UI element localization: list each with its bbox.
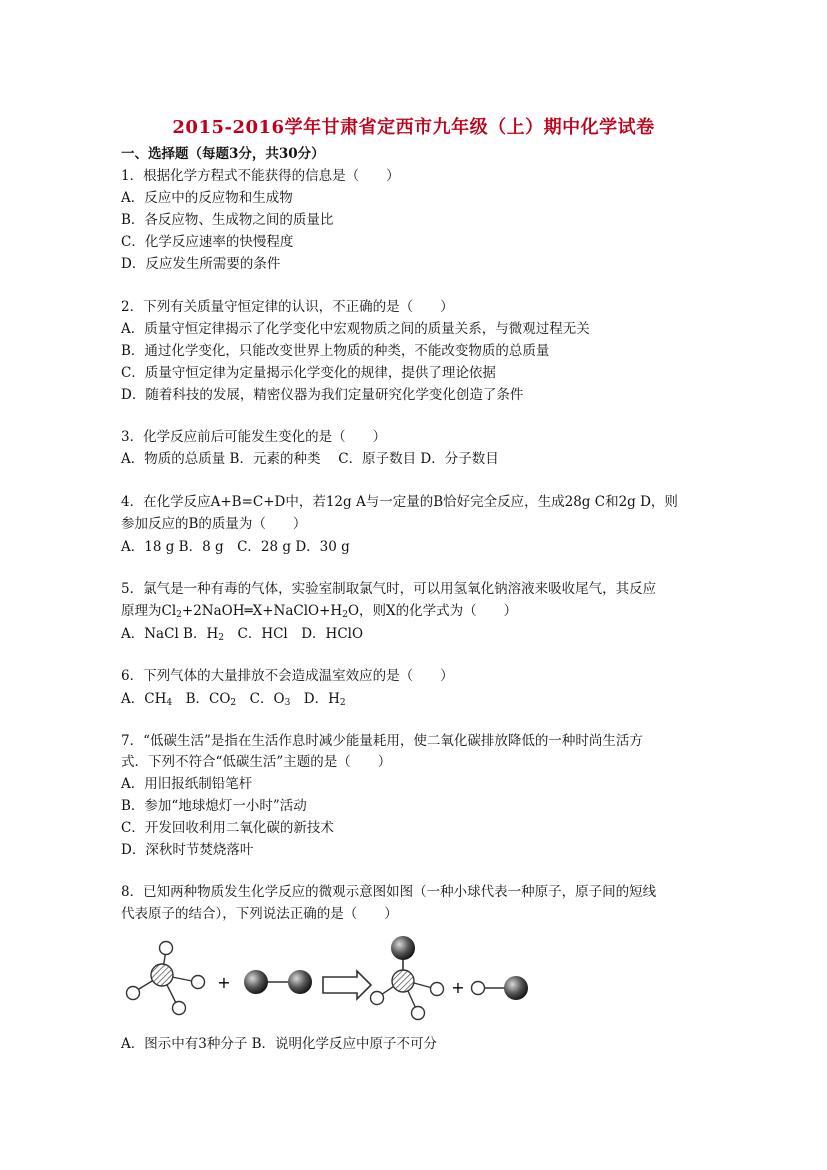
- question-7-stem-line-2: 式．下列不符合“低碳生活”主题的是（ ）: [121, 754, 392, 770]
- q6-subscript: 2: [230, 698, 237, 708]
- question-1-option-d: D．反应发生所需要的条件: [121, 256, 281, 272]
- q5-options-rest: C．HCl D．HClO: [223, 626, 364, 642]
- atom-dark: [391, 936, 415, 960]
- atom-dark: [504, 976, 528, 1000]
- question-4-stem-line-2: 参加反应的B的质量为（ ）: [121, 516, 307, 532]
- atom-hatched: [392, 970, 414, 992]
- atom-small: [431, 983, 444, 996]
- question-1-option-c: C．化学反应速率的快慢程度: [121, 234, 294, 250]
- question-8-stem-line-2: 代表原子的结合），下列说法正确的是（ ）: [121, 906, 398, 922]
- reaction-arrow-icon: [323, 971, 371, 999]
- atom-small: [173, 1002, 186, 1015]
- product-molecule-1: [371, 936, 444, 1020]
- product-molecule-2: [472, 976, 529, 1000]
- question-5-options: [121, 624, 363, 648]
- q5-subscript: 2: [342, 610, 348, 620]
- plus-sign-1: +: [217, 973, 231, 992]
- q6-subscript: 4: [166, 698, 173, 708]
- question-4-options: A．18 g B．8 g C．28 g D．30 g: [121, 539, 350, 555]
- reactant-molecule-2: [244, 970, 312, 994]
- q5-subscript: 2: [176, 610, 182, 620]
- atom-hatched: [151, 964, 173, 986]
- question-7-option-a: A．用旧报纸制铅笔杆: [121, 776, 253, 792]
- q5-text: +2NaOH═X+NaClO+H: [181, 603, 343, 619]
- question-8-options: A．图示中有3种分子 B．说明化学反应中原子不可分: [121, 1036, 438, 1052]
- question-7-option-d: D．深秋时节焚烧落叶: [121, 842, 254, 858]
- question-1-option-b: B．各反应物、生成物之间的质量比: [121, 212, 334, 228]
- question-6-stem: 6．下列气体的大量排放不会造成温室效应的是（ ）: [121, 668, 454, 684]
- section-heading: 一、选择题（每题3分，共30分）: [121, 146, 325, 162]
- q5-option-a: A．NaCl B．H: [121, 626, 219, 642]
- question-7-stem-line-1: 7．“低碳生活”是指在生活作息时减少能量耗用，使二氧化碳排放降低的一种时尚生活方: [121, 733, 643, 749]
- question-4-stem-line-1: 4．在化学反应A+B=C+D中，若12g A与一定量的B恰好完全反应，生成28g C和2g D，则: [121, 494, 678, 510]
- q6-subscript: 2: [339, 698, 346, 708]
- atom-small: [160, 942, 173, 955]
- question-2-option-d: D．随着科技的发展，精密仪器为我们定量研究化学变化创造了条件: [121, 387, 524, 403]
- q6-option-c: C．O: [236, 691, 285, 707]
- question-3-stem: 3．化学反应前后可能发生变化的是（ ）: [121, 429, 387, 445]
- q5-text: O，则X的化学式为（ ）: [347, 603, 518, 619]
- question-6-options: [121, 689, 346, 713]
- plus-sign-2: +: [451, 978, 465, 997]
- question-5-stem-line-2: [121, 601, 517, 625]
- atom-small: [371, 992, 384, 1005]
- atom-small: [472, 982, 485, 995]
- q5-text: 原理为Cl: [121, 603, 177, 619]
- question-2-option-a: A．质量守恒定律揭示了化学变化中宏观物质之间的质量关系，与微观过程无关: [121, 321, 590, 337]
- question-7-option-c: C．开发回收利用二氧化碳的新技术: [121, 820, 334, 836]
- question-2-option-c: C．质量守恒定律为定量揭示化学变化的规律，提供了理论依据: [121, 365, 496, 381]
- reaction-diagram: [120, 930, 540, 1030]
- question-2-stem: 2．下列有关质量守恒定律的认识，不正确的是（ ）: [121, 299, 454, 315]
- atom-dark: [288, 970, 312, 994]
- question-1-option-a: A．反应中的反应物和生成物: [121, 190, 293, 206]
- q6-subscript: 3: [284, 698, 291, 708]
- q5-subscript: 2: [218, 633, 224, 643]
- q6-option-b: B．CO: [172, 691, 231, 707]
- exam-title: 2015-2016学年甘肃省定西市九年级（上）期中化学试卷: [172, 117, 655, 138]
- question-2-option-b: B．通过化学变化，只能改变世界上物质的种类，不能改变物质的总质量: [121, 343, 550, 359]
- q6-option-a: A．CH: [121, 691, 167, 707]
- q6-option-d: D．H: [290, 691, 340, 707]
- atom-dark: [244, 970, 268, 994]
- reactant-molecule-1: [127, 942, 205, 1015]
- atom-small: [412, 1007, 425, 1020]
- question-7-option-b: B．参加“地球熄灯一小时”活动: [121, 798, 307, 814]
- atom-small: [127, 987, 140, 1000]
- question-8-stem-line-1: 8．已知两种物质发生化学反应的微观示意图如图（一种小球代表一种原子，原子间的短线: [121, 884, 657, 900]
- question-3-options: A．物质的总质量 B．元素的种类 C．原子数目 D．分子数目: [121, 451, 499, 467]
- atom-small: [192, 976, 205, 989]
- question-5-stem-line-1: 5．氯气是一种有毒的气体，实验室制取氯气时，可以用氢氧化钠溶液来吸收尾气，其反应: [121, 581, 657, 597]
- question-1-stem: 1．根据化学方程式不能获得的信息是（ ）: [121, 168, 400, 184]
